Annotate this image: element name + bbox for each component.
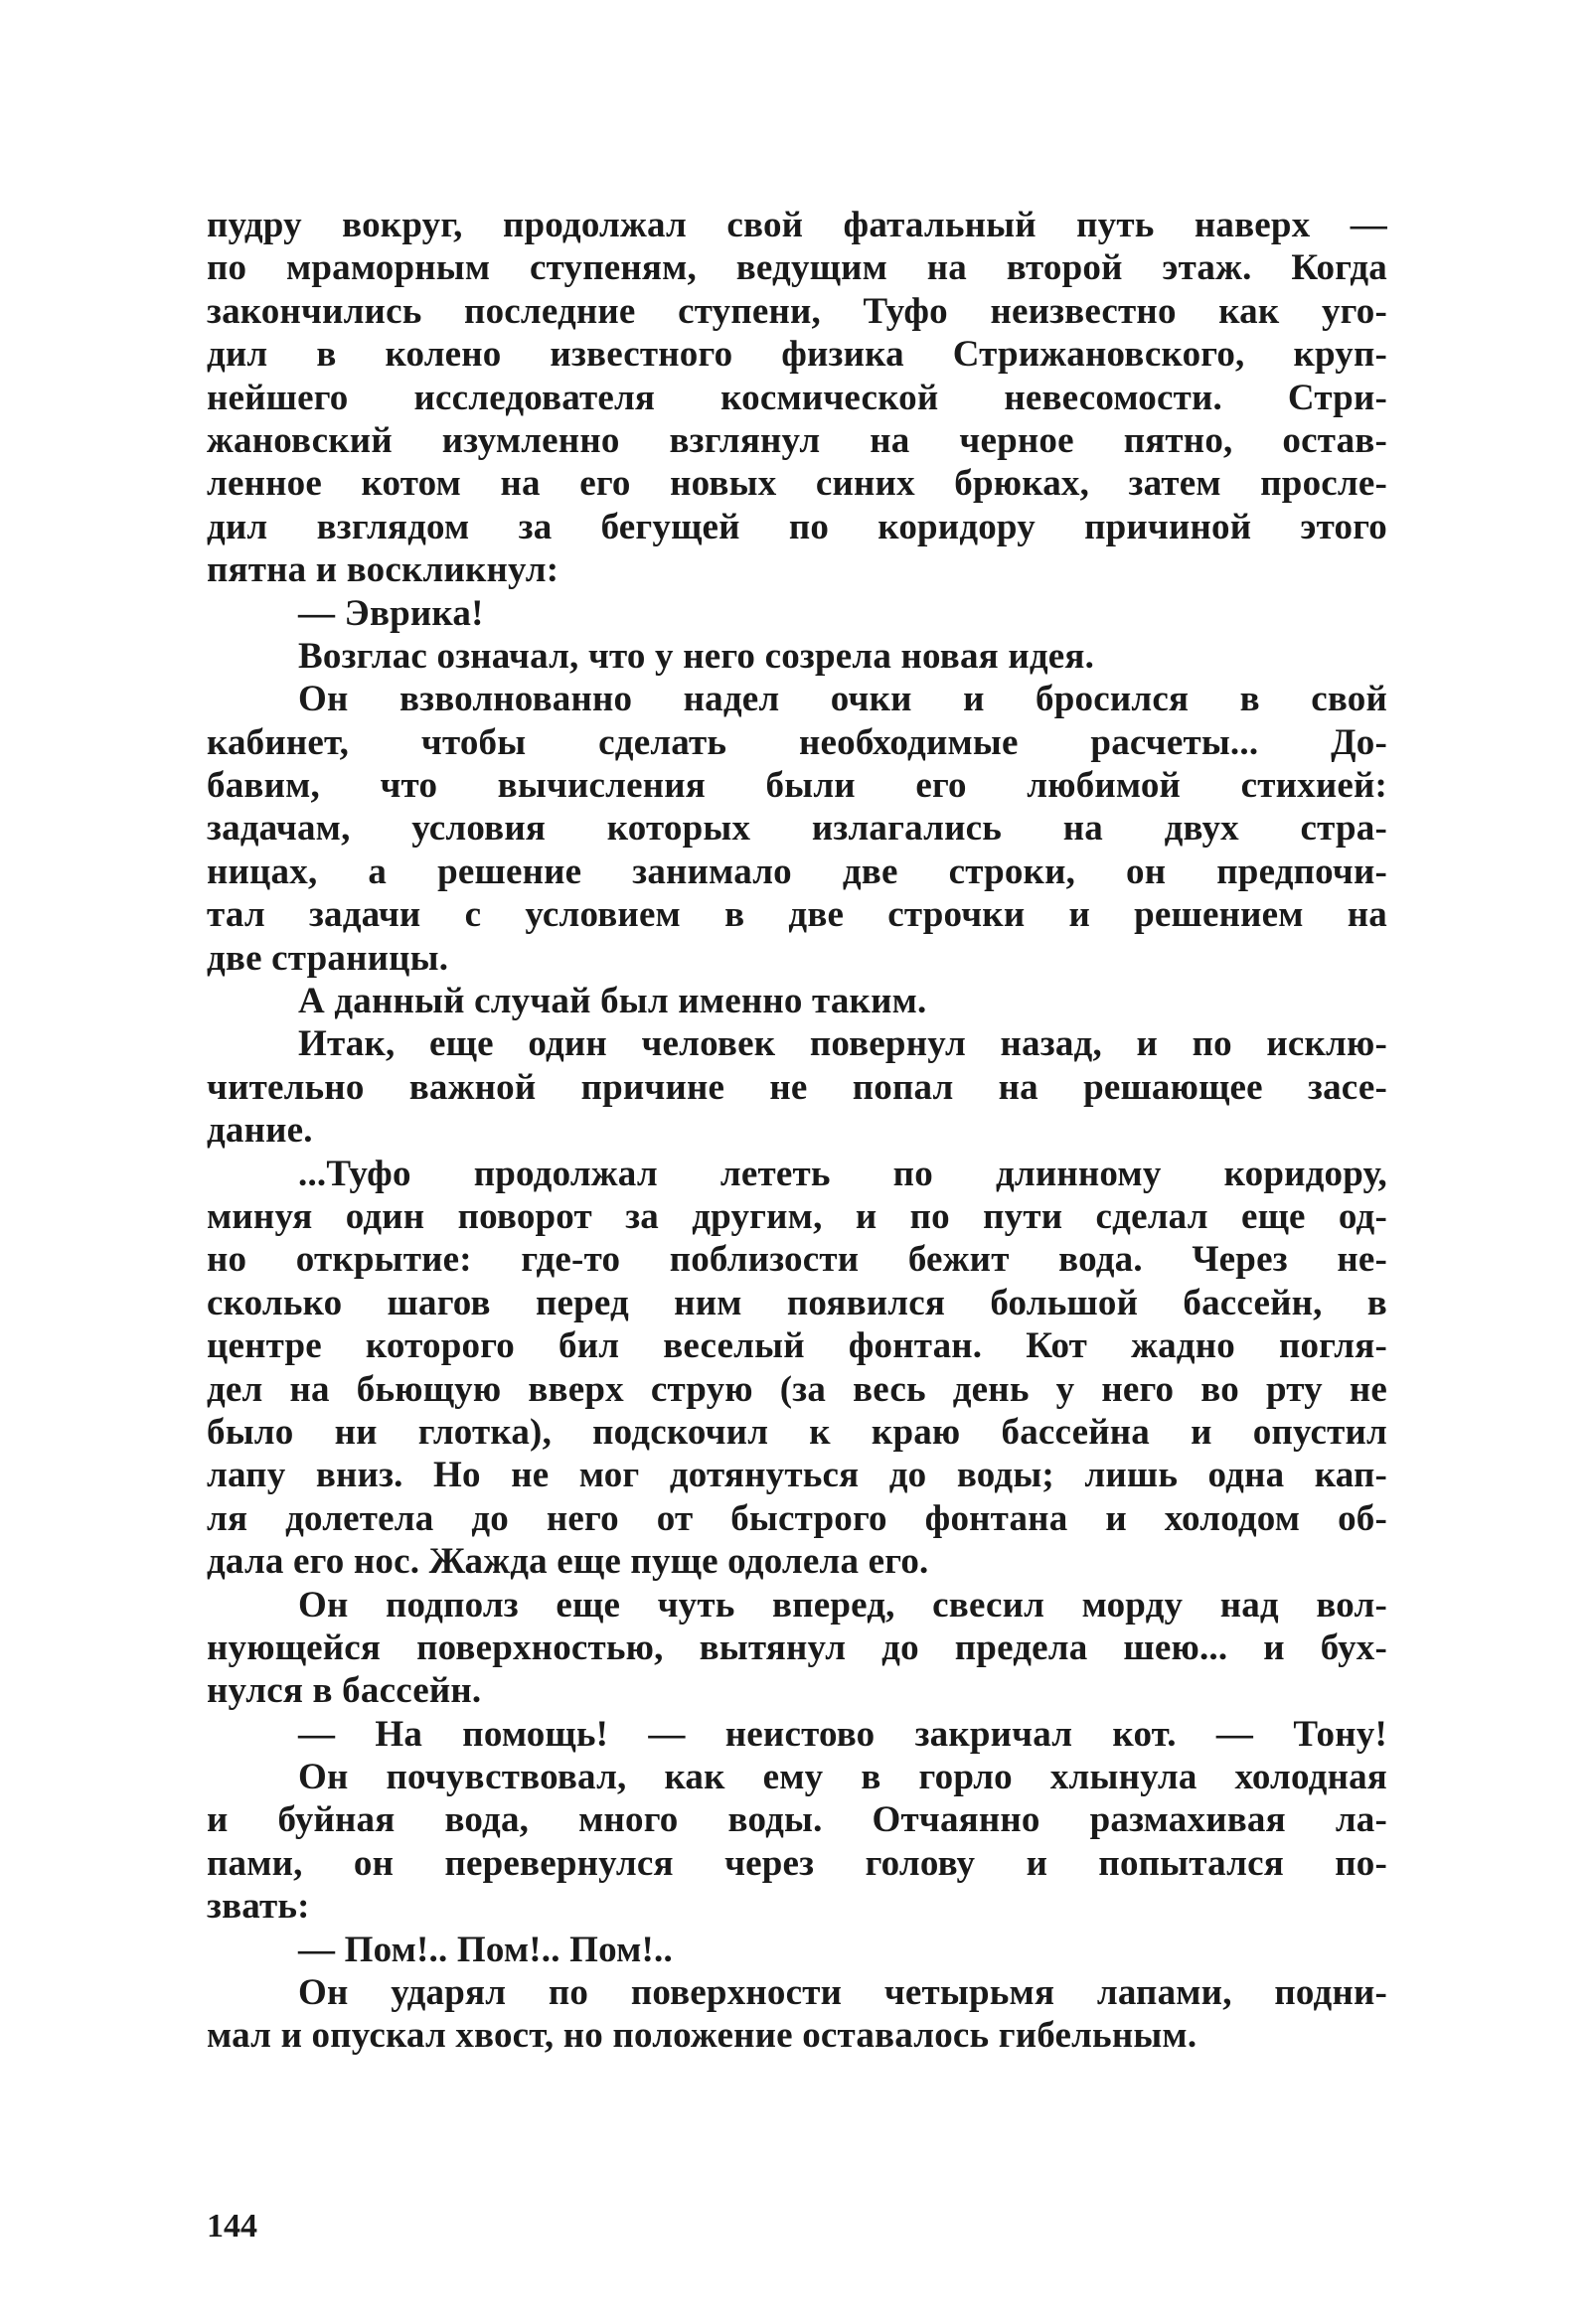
text-line: Возглас означал, что у него созрела новая идея. xyxy=(298,635,1095,677)
text-line: было ни глотка), подскочил к краю бассейна и опустил xyxy=(207,1411,1387,1453)
text-line: чительно важной причине не попал на решающее засе- xyxy=(207,1066,1387,1108)
text-line: лапу вниз. Но не мог дотянуться до воды; лишь одна кап- xyxy=(207,1455,1387,1496)
text-line: жановский изумленно взглянул на черное пятно, остав- xyxy=(207,419,1387,461)
text-line: кабинет, чтобы сделать необходимые расчеты... До- xyxy=(207,721,1387,763)
text-line: сколько шагов перед ним появился большой бассейн, в xyxy=(207,1282,1387,1323)
text-line: мал и опускал хвост, но положение оставалось гибельным. xyxy=(207,2015,1197,2057)
text-line: Он взволнованно надел очки и бросился в свой xyxy=(298,679,1387,720)
text-line: — На помощь! — неистово закричал кот. — Тону! xyxy=(298,1713,1387,1755)
text-line: дала его нос. Жажда еще пуще одолела его. xyxy=(207,1541,929,1583)
text-line: бавим, что вычисления были его любимой стихией: xyxy=(207,765,1387,807)
text-line: задачам, условия которых излагались на двух стра- xyxy=(207,808,1387,850)
text-line: нейшего исследователя космической невесомости. Стри- xyxy=(207,377,1387,418)
text-line: ленное котом на его новых синих брюках, затем просле- xyxy=(207,463,1387,505)
text-line: закончились последние ступени, Туфо неизвестно как уго- xyxy=(207,290,1387,332)
text-line: дел на бьющую вверх струю (за весь день у него во рту не xyxy=(207,1368,1387,1410)
text-line: пами, он перевернулся через голову и попытался по- xyxy=(207,1842,1387,1884)
text-line: минуя один поворот за другим, и по пути сделал еще од- xyxy=(207,1195,1387,1237)
text-line: по мраморным ступеням, ведущим на второй этаж. Когда xyxy=(207,247,1387,289)
text-line: тал задачи с условием в две строчки и решением на xyxy=(207,894,1387,936)
text-line: дание. xyxy=(207,1110,313,1152)
text-line: нующейся поверхностью, вытянул до предела шею... и бух- xyxy=(207,1627,1387,1668)
text-line: Он подполз еще чуть вперед, свесил морду над вол- xyxy=(298,1584,1387,1626)
text-line: и буйная вода, много воды. Отчаянно размахивая ла- xyxy=(207,1799,1387,1841)
text-line: центре которого бил веселый фонтан. Кот жадно погля- xyxy=(207,1325,1387,1367)
text-line: дил в колено известного физика Стрижановского, круп- xyxy=(207,334,1387,376)
text-line: дил взглядом за бегущей по коридору причиной этого xyxy=(207,506,1387,547)
page-number: 144 xyxy=(207,2208,257,2245)
text-line: звать: xyxy=(207,1886,310,1928)
body-text xyxy=(207,204,1387,2058)
text-line: Он ударял по поверхности четырьмя лапами, подни- xyxy=(298,1972,1387,2014)
text-line: Итак, еще один человек повернул назад, и по исклю- xyxy=(298,1023,1387,1065)
text-line: — Пом!.. Пом!.. Пом!.. xyxy=(298,1929,673,1970)
text-line: Он почувствовал, как ему в горло хлынула холодная xyxy=(298,1757,1387,1798)
text-line: две страницы. xyxy=(207,937,449,979)
text-line: но открытие: где-то поблизости бежит вода. Через не- xyxy=(207,1239,1387,1281)
text-line: нулся в бассейн. xyxy=(207,1670,482,1712)
text-line: ля долетела до него от быстрого фонтана и холодом об- xyxy=(207,1497,1387,1539)
text-line: — Эврика! xyxy=(298,592,484,634)
text-line: А данный случай был именно таким. xyxy=(298,981,927,1022)
text-line: пудру вокруг, продолжал свой фатальный путь наверх — xyxy=(207,205,1387,245)
text-line: пятна и воскликнул: xyxy=(207,549,559,591)
text-line: ...Туфо продолжал лететь по длинному коридору, xyxy=(298,1153,1387,1194)
text-line: ницах, а решение занимало две строки, он предпочи- xyxy=(207,851,1387,892)
